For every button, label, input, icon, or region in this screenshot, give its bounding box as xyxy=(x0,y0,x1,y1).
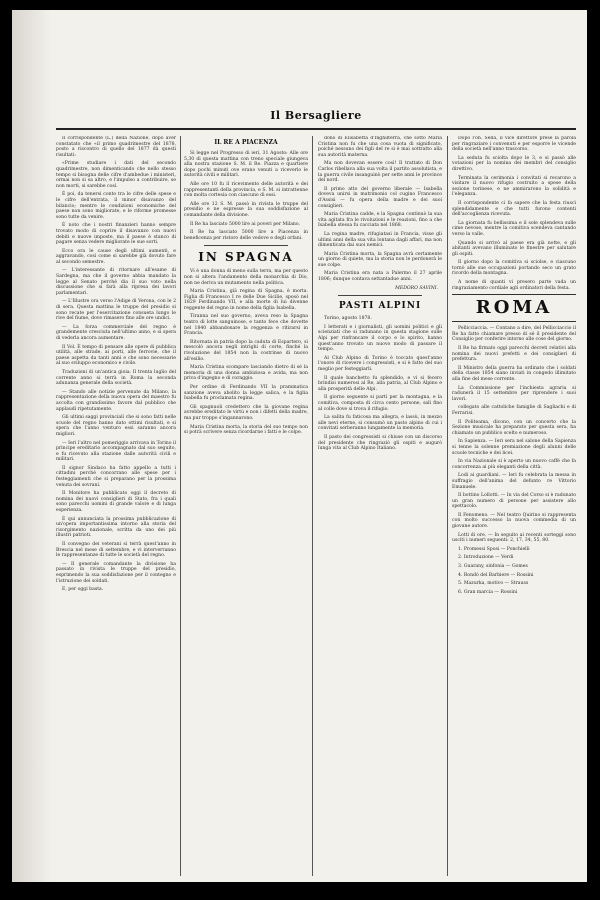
article-paragraph: È noto che i nostri finanzieri hanno sempre trovato modo di coprire il disavanzo con nuovi debiti e nuove imposte, ma il paese è stanco di pagare senza vedere migliorate le sue sorti. xyxy=(56,223,176,246)
article-paragraph: Maria Cristina era nata a Palermo il 27 aprile 1806; dunque contava settantadue anni. xyxy=(318,271,442,283)
article-paragraph: Il Vol. È tempo di pensare alle opere di pubblica utilità, alle strade, ai porti, alle ferrovie, che il paese aspetta da tanti anni e che sono necessarie al suo sviluppo economico e civile. xyxy=(56,344,176,367)
article-paragraph: Lotti di ore. — In seguito ai recenti sorteggi sono usciti i numeri seguenti: 2, 17, 34, 55, 80. xyxy=(452,532,576,544)
article-paragraph: Il corrispondente ci fa sapere che la festa riuscì splendidamente e che tutti furono contenti dell'accoglienza ricevuta. xyxy=(452,200,576,218)
column-1 xyxy=(56,136,176,876)
article-paragraph: 4. Rondò del Barbiere — Rossini xyxy=(458,572,534,578)
article-paragraph: 2. Introduzione — Verdi xyxy=(458,555,514,561)
article-heading-roma: ROMA xyxy=(452,294,576,322)
article-paragraph: collegato alle cattoliche famiglie di Sagliachi e di Ferrarisi. xyxy=(452,405,576,416)
article-paragraph: Maria Cristina morta, la Spagna avrà certamente un giorno di quiete, ma la storia non le perdonerà le sue colpe. xyxy=(318,251,442,268)
article-paragraph: — La forza commerciale del regno è grandemente cresciuta nell'ultimo anno, e si spera di vederla ancora aumentare. xyxy=(56,324,176,341)
article-paragraph: 3. Guarany, sinfonia — Gomes xyxy=(458,564,528,570)
article-paragraph: Il Re ha lasciato 5000 lire a Piacenza in beneficenza per ristoro delle vedove e degli orfani. xyxy=(184,230,308,241)
article-paragraph: Il corrispondente (L.) della Nazione, dopo aver constatato che «il primo quadrimestre del 1878, posto a riscontro di quello del 1877 dà questi risultati: xyxy=(56,136,176,158)
article-paragraph: Ritornata in patria dopo la caduta di Espartero, si mescolò ancora negli intrighi di corte, finché la rivoluzione del 1854 non la costrinse di nuovo all'esilio. xyxy=(184,339,308,362)
article-paragraph: Maria Cristina scompare lasciando dietro di sé la memoria di una donna ambiziosa e avida, ma non priva d'ingegno e di coraggio. xyxy=(184,365,308,382)
page-header xyxy=(56,108,576,130)
article-paragraph: Quando si arrivò al paese era già notte, e gli abitanti avevano illuminato le finestre per salutare gli ospiti. xyxy=(452,240,576,257)
article-paragraph: dono di Elisabetta d'Inghilterra, che sotto Maria Cristina non fu che una cosa vuota di significato, poiché nessuno dei figli del re si è mai sottratto alla sua autorità materna. xyxy=(318,136,442,158)
article-paragraph: Gli spagnuoli credettero che la giovane regina avrebbe ereditato le virtù e non i difetti della madre, ma pur troppo s'ingannarono. xyxy=(184,404,308,421)
article-paragraph: Il signor Sindaco ha fatto appello a tutti i cittadini perché concorrano alle spese per i festeggiamenti che si preparano per la prossima venuta dei sovrani. xyxy=(56,465,176,488)
article-paragraph: Per ordine di Ferdinando VII la prammatica sanzione aveva abolito la legge salica, e la figlia Isabella fu proclamata regina. xyxy=(184,385,308,402)
article-paragraph: I letterati e i giornalisti, gli uomini politici e gli scienziati che si radunano in questa stagione sulle Alpi per rinfrancare il corpo e lo spirito, hanno quest'anno trovato un nuovo modo di passare il tempo. xyxy=(318,324,442,353)
newspaper-page xyxy=(12,10,587,882)
article-paragraph: Il giorno seguente si partì per la montagna, e la comitiva, composta di circa cento persone, salì fino al colle dove si trova il rifugio. xyxy=(318,395,442,412)
page-binding-shadow xyxy=(12,10,52,882)
article-paragraph: Terminata la cerimonia i convitati si recarono a visitare il nuovo rifugio costruito a spese della sezione torinese, e ne ammirarono la solidità e l'eleganza. xyxy=(452,175,576,198)
article-paragraph: Il bottino Lollotti. — In via del Corso si è radunato un gran numero di persone per assistere allo spettacolo. xyxy=(452,493,576,510)
article-paragraph: Il quale banchetto fu splendido, e vi si fecero brindisi numerosi al Re, alla patria, al Club Alpino e alla prosperità delle Alpi. xyxy=(318,375,442,392)
article-paragraph: La seduta fu sciolta dopo le 3, e si passò alle votazioni per la nomina dei membri del consiglio direttivo. xyxy=(452,155,576,172)
article-paragraph: La regina madre, rifugiatasi in Francia, visse gli ultimi anni della sua vita lontana dagli affari, ma non dimenticata dai suoi nemici. xyxy=(318,231,442,249)
article-paragraph: Il Re ha firmato oggi parecchi decreti relativi alla nomina dei nuovi prefetti e dei consiglieri di prefettura. xyxy=(452,346,576,363)
article-paragraph: Il primo atto del governo liberale — Isabella doveva unirsi in matrimonio col cugino Francesco d'Assisi — fu opera della madre e dei suoi consiglieri. xyxy=(318,186,442,209)
article-paragraph: In via Nazionale si è aperto un nuovo caffè che fa concorrenza ai più eleganti della città. xyxy=(452,459,576,470)
article-paragraph: — Stando alle notizie pervenute da Milano, la rappresentazione della nuova opera del maestro fu accolta con grandissimo favore dal pubblico che applaudì ripetutamente. xyxy=(56,389,176,412)
article-paragraph: Il Politeama, dicono, con un concerto che la Sezione musicale ha preparato per questa sera, ha chiamato un pubblico scelto e numeroso. xyxy=(452,419,576,436)
article-paragraph: Traduzioni di un'antica gioia. Il trenta luglio del corrente anno si terrà in Roma la seconda adunanza generale della società. xyxy=(56,369,176,387)
article-paragraph: Maria Cristina cadde, e la Spagna continuò la sua vita agitata fra le rivoluzioni e le reazioni, fino a che Isabella stessa fu cacciata nel 1868. xyxy=(318,212,442,229)
article-heading-pasti-alpini: PASTI ALPINI xyxy=(338,301,422,312)
article-paragraph: La Commissione per l'inchiesta agraria si radunerà il 15 settembre per riprendere i suoi lavori. xyxy=(452,385,576,402)
column-divider xyxy=(447,136,448,876)
article-paragraph: È poi, da tenersi conto tra le cifre delle spese e le cifre dell'entrata, il minor disavanzo del bilancio; mentre le condizioni economiche del paese non sono migliorate, e le riforme promesse sono tutte da venire. xyxy=(56,192,176,220)
article-paragraph: Il Monitore ha pubblicato oggi il decreto di nomina dei nuovi consiglieri di Stato, fra i quali sono parecchi uomini di grande valore e di lunga esperienza. xyxy=(56,491,176,514)
article-paragraph: E, per oggi basta. xyxy=(62,587,104,593)
article-paragraph: «Prime studiare i dati del secondo quadrimestre, non dimenticando che nello stesso tempo si bisogna delle cifre d'ambedue i ministeri, ormai non si sa altro, e l'impulso a contribuire, se non morti, si sarebbe così. xyxy=(56,161,176,189)
article-paragraph: Vi è una donna di meno sulla terra, ma per questo non si altera l'andamento della monarchia di Dio, non ne deriva un mutamento nella politica. xyxy=(184,269,308,286)
article-paragraph: Maria Cristina morta, la storia del suo tempo non si potrà scrivere senza ricordarne i fatti e le colpe. xyxy=(184,424,308,436)
column-divider xyxy=(312,136,313,876)
article-paragraph: Alle ore 12 S. M. passò in rivista le truppe del presidio e ne espresse la sua soddisfazione al comandante della divisione. xyxy=(184,201,308,218)
article-paragraph: Ma non dovevan essere così! Il trattato di Don Carlos ribellava alla sua volta il partito assolutista, e la guerra civile insanguinò per sette anni le province del nord. xyxy=(318,161,442,184)
article-paragraph: Si legge nel Progresso di ieri, 31 Agosto: Alle ore 5,30 di questa mattina con treno speciale giungeva alla nostra stazione S. M. il Re. Piazza e quartiere dopo pochi minuti ove erano venuti a riceverlo le autorità civili e militari. xyxy=(184,151,308,179)
column-4 xyxy=(452,136,576,876)
article-paragraph: Maria Cristina, già regina di Spagna, è morta. Figlia di Francesco I re delle Due Sicilie, sposò nel 1829 Ferdinando VII, e alla morte di lui divenne reggente del regno in nome della figlia Isabella. xyxy=(184,289,308,311)
article-paragraph: Lodi ai guardiani. — Ieri fu celebrata la messa in suffragio dell'anima del defunto re Vittorio Emanuele. xyxy=(452,473,576,490)
article-paragraph: La giornata fu bellissima e il sole splendeva sulle cime nevose, mentre la comitiva scendeva cantando verso la valle. xyxy=(452,220,576,237)
article-paragraph: — L'interessante di ritornare all'esame di Sardegna, ma che il governo abbia mandato la legge al Senato perché dia il suo voto nella discussione che si farà alla ripresa dei lavori parlamentari. xyxy=(56,268,176,296)
article-paragraph: Ecco ora le cause degli ultimi aumenti, e aggravando, così come si sarebbe già dovuto fare al secondo semestre. xyxy=(56,248,176,265)
column-2 xyxy=(184,136,308,876)
article-paragraph: Il Fenomeno. — Nel teatro Quirino si rappresenta con molto successo la nuova commedia di un giovane autore. xyxy=(452,512,576,530)
article-paragraph: Il Ministro della guerra ha ordinato che i soldati della classe 1854 siano inviati in congedo illimitato alla fine del mese corrente. xyxy=(452,365,576,382)
article-paragraph: Il giorno dopo la comitiva si sciolse, e ciascuno tornò alle sue occupazioni portando seco un grato ricordo della montagna. xyxy=(452,260,576,277)
article-heading-in-spagna: IN SPAGNA xyxy=(198,250,294,265)
article-paragraph: In Sapienza. — Ieri sera nel salone della Sapienza si tenne la solenne premiazione degli alunni delle scuole tecniche e dei licei. xyxy=(452,439,576,456)
article-paragraph: — Il generale comandante la divisione ha passato in rivista le truppe del presidio, esprimendo la sua soddisfazione per il contegno e l'istruzione dei soldati. xyxy=(56,561,176,584)
article-paragraph: Gli ultimi saggi provinciali che si sono fatti nelle scuole del regno hanno dato ottimi risultati, e si spera che l'anno venturo essi saranno ancora migliori. xyxy=(56,415,176,437)
article-paragraph: Alle ore 10 fu il ricevimento delle autorità e dei rappresentanti della provincia, e S. M. si intrattenne con molta cortesia con ciascuno di essi. xyxy=(184,181,308,199)
article-heading-re-a-piacenza: IL RE A PIACENZA xyxy=(214,139,278,146)
article-signature: MEDORO SAVINI. xyxy=(395,285,438,291)
column-3 xyxy=(318,136,442,876)
section-divider xyxy=(204,245,288,246)
article-paragraph: È qui annunciata la prossima pubblicazione di un'opera importantissima intorno alla storia del risorgimento nazionale, scritta da uno dei più illustri patrioti. xyxy=(56,516,176,539)
article-paragraph: Dopo l'on. Sella, il vice direttore prese la parola per ringraziare i convenuti e per esporre le vicende della società nell'anno trascorso. xyxy=(452,136,576,153)
article-paragraph: La salita fu faticosa ma allegra, e lassù, in mezzo alle nevi eterne, si consumò un pasto alpino di cui i convitati serberanno lungamente la memoria. xyxy=(318,415,442,432)
article-paragraph: 6. Gran marcia — Rossini xyxy=(458,589,518,595)
article-paragraph: 1. Promessi Sposi — Ponchielli xyxy=(458,546,530,552)
article-paragraph: Torino, agosto 1878. xyxy=(324,316,372,322)
section-divider xyxy=(338,295,422,296)
article-paragraph: Al Club Alpino di Torino è toccato quest'anno l'onore di ricevere i congressisti, e si è fatto del suo meglio per festeggiarli. xyxy=(318,355,442,372)
article-paragraph: — Ieri l'altro nel pomeriggio arrivava in Torino il principe ereditario accompagnato dal suo seguito, e fu ricevuto alla stazione dalle autorità civili e militari. xyxy=(56,440,176,463)
article-paragraph: A nome di quanti vi presero parte vada un ringraziamento cordiale agli ordinatori della festa. xyxy=(452,280,576,291)
column-divider xyxy=(180,136,181,876)
article-paragraph: 5. Mazurka, motivo — Strauss xyxy=(458,581,529,587)
masthead: Il Bersagliere xyxy=(270,109,362,122)
article-paragraph: — L'Illustre ora verso l'Adige di Verona, con le 2 di sera. Questa mattina le truppe del presidio si sono recate per l'esercitazione consueta lungo le rive del fiume, dove rimasero fino alle ore undici. xyxy=(56,299,176,322)
article-paragraph: Tiranna nel suo governo, aveva reso la Spagna teatro di lotte sanguinose, e tanto fece che dovette nel 1840 abbandonare la reggenza e ritirarsi in Francia. xyxy=(184,314,308,337)
article-paragraph: Il pasto dei congressisti si chiuse con un discorso del presidente che ringraziò gli ospiti e augurò lunga vita al Club Alpino Italiano. xyxy=(318,434,442,452)
article-paragraph: Il convegno dei veterani si terrà quest'anno in Brescia nel mese di settembre, e vi interverranno le rappresentanze di tutte le società del regno. xyxy=(56,542,176,559)
article-columns xyxy=(56,136,576,876)
article-paragraph: Il Re ha lasciato 5000 lire ai poveri per Milano. xyxy=(190,221,301,227)
article-paragraph: Pellicciaccia. — Contano a dire, del Pellicciaccio il Re ha fatto chiamare presso di sé il presidente del Consiglio per conferire intorno alle cose del giorno. xyxy=(452,326,576,343)
